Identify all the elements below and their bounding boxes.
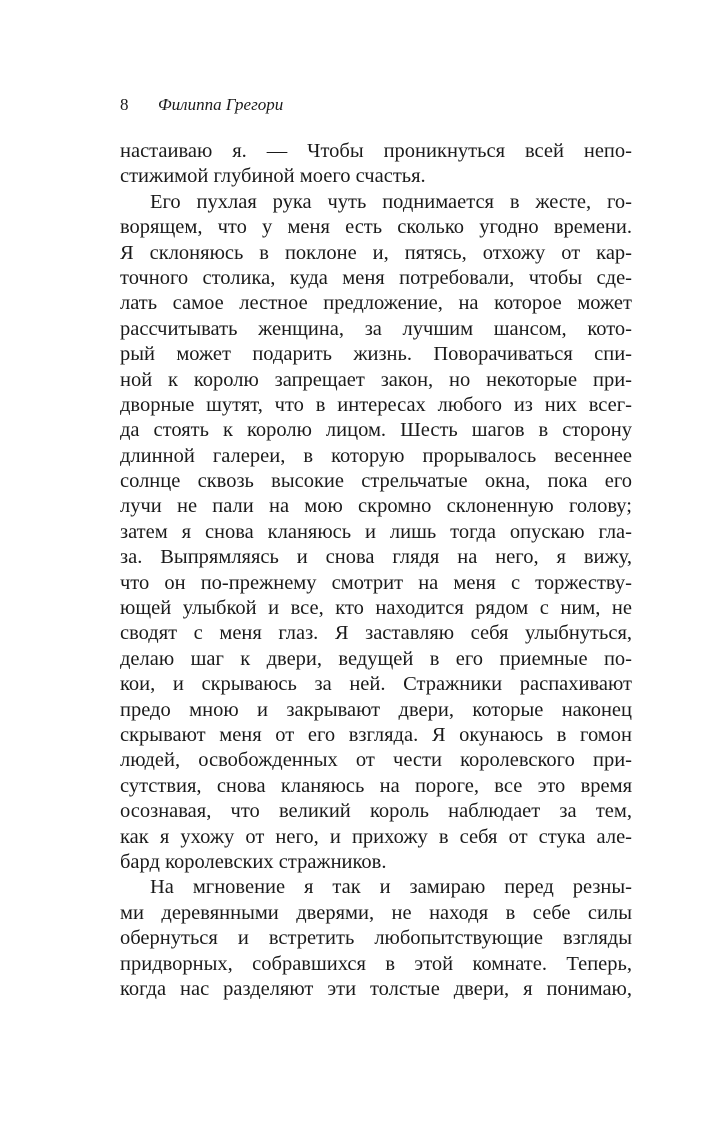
page-number: 8	[120, 95, 129, 114]
text-line: Я склоняюсь в поклоне и, пятясь, отхожу от кар-	[120, 241, 632, 264]
text-line: Его пухлая рука чуть поднимается в жесте, го-	[150, 190, 632, 213]
text-line: стижимой глубиной моего счастья.	[120, 165, 426, 188]
text-line: да стоять к королю лицом. Шесть шагов в сторону	[120, 419, 632, 442]
text-line: бард королевских стражников.	[120, 850, 387, 873]
text-line: дворные шутят, что в интересах любого из них всег-	[120, 393, 632, 416]
text-line: затем я снова кланяюсь и лишь тогда опускаю гла-	[120, 520, 632, 543]
text-line: сводят с меня глаз. Я заставляю себя улыбнуться,	[120, 622, 632, 645]
text-line: ной к королю запрещает закон, но некоторые при-	[120, 368, 632, 391]
text-line: На мгновение я так и замираю перед резны-	[150, 876, 632, 899]
text-line: людей, освобожденных от чести королевского при-	[120, 749, 632, 772]
running-header	[120, 93, 283, 117]
text-line: кои, и скрываюсь за ней. Стражники распахивают	[120, 673, 632, 696]
text-line: ми деревянными дверями, не находя в себе силы	[120, 901, 632, 924]
text-line: лать самое лестное предложение, на которое может	[120, 292, 632, 315]
text-line: что он по-прежнему смотрит на меня с торжеству-	[120, 571, 632, 594]
body-text	[120, 139, 632, 1002]
paragraph	[120, 139, 632, 190]
paragraph	[120, 190, 632, 876]
author-name: Филиппа Грегори	[158, 95, 284, 114]
text-line: рый может подарить жизнь. Поворачиваться спи-	[120, 343, 632, 366]
text-line: предо мною и закрывают двери, которые наконец	[120, 698, 632, 721]
text-line: осознавая, что великий король наблюдает за тем,	[120, 800, 632, 823]
text-line: настаиваю я. — Чтобы проникнуться всей непо-	[120, 140, 632, 162]
text-line: ющей улыбкой и все, кто находится рядом с ним, не	[120, 597, 632, 620]
text-line: сутствия, снова кланяюсь на пороге, все это время	[120, 774, 632, 797]
text-line: придворных, собравшихся в этой комнате. Теперь,	[120, 952, 632, 975]
paragraph	[120, 875, 632, 1002]
text-line: делаю шаг к двери, ведущей в его приемные по-	[120, 647, 632, 670]
text-line: длинной галереи, в которую прорывалось весеннее	[120, 444, 632, 467]
text-line: рассчитывать женщина, за лучшим шансом, кото-	[120, 317, 632, 340]
text-line: точного столика, куда меня потребовали, чтобы сде-	[120, 266, 632, 289]
text-line: солнце сквозь высокие стрельчатые окна, пока его	[120, 470, 632, 493]
text-line: как я ухожу от него, и прихожу в себя от стука але-	[120, 825, 632, 848]
text-line: за. Выпрямляясь и снова глядя на него, я вижу,	[120, 546, 632, 569]
text-line: лучи не пали на мою скромно склоненную голову;	[120, 495, 632, 518]
text-line: ворящем, что у меня есть сколько угодно времени.	[120, 216, 632, 239]
text-line: когда нас разделяют эти толстые двери, я понимаю,	[120, 977, 632, 1000]
text-line: обернуться и встретить любопытствующие взгляды	[120, 927, 632, 950]
text-line: скрывают меня от его взгляда. Я окунаюсь в гомон	[120, 723, 632, 746]
